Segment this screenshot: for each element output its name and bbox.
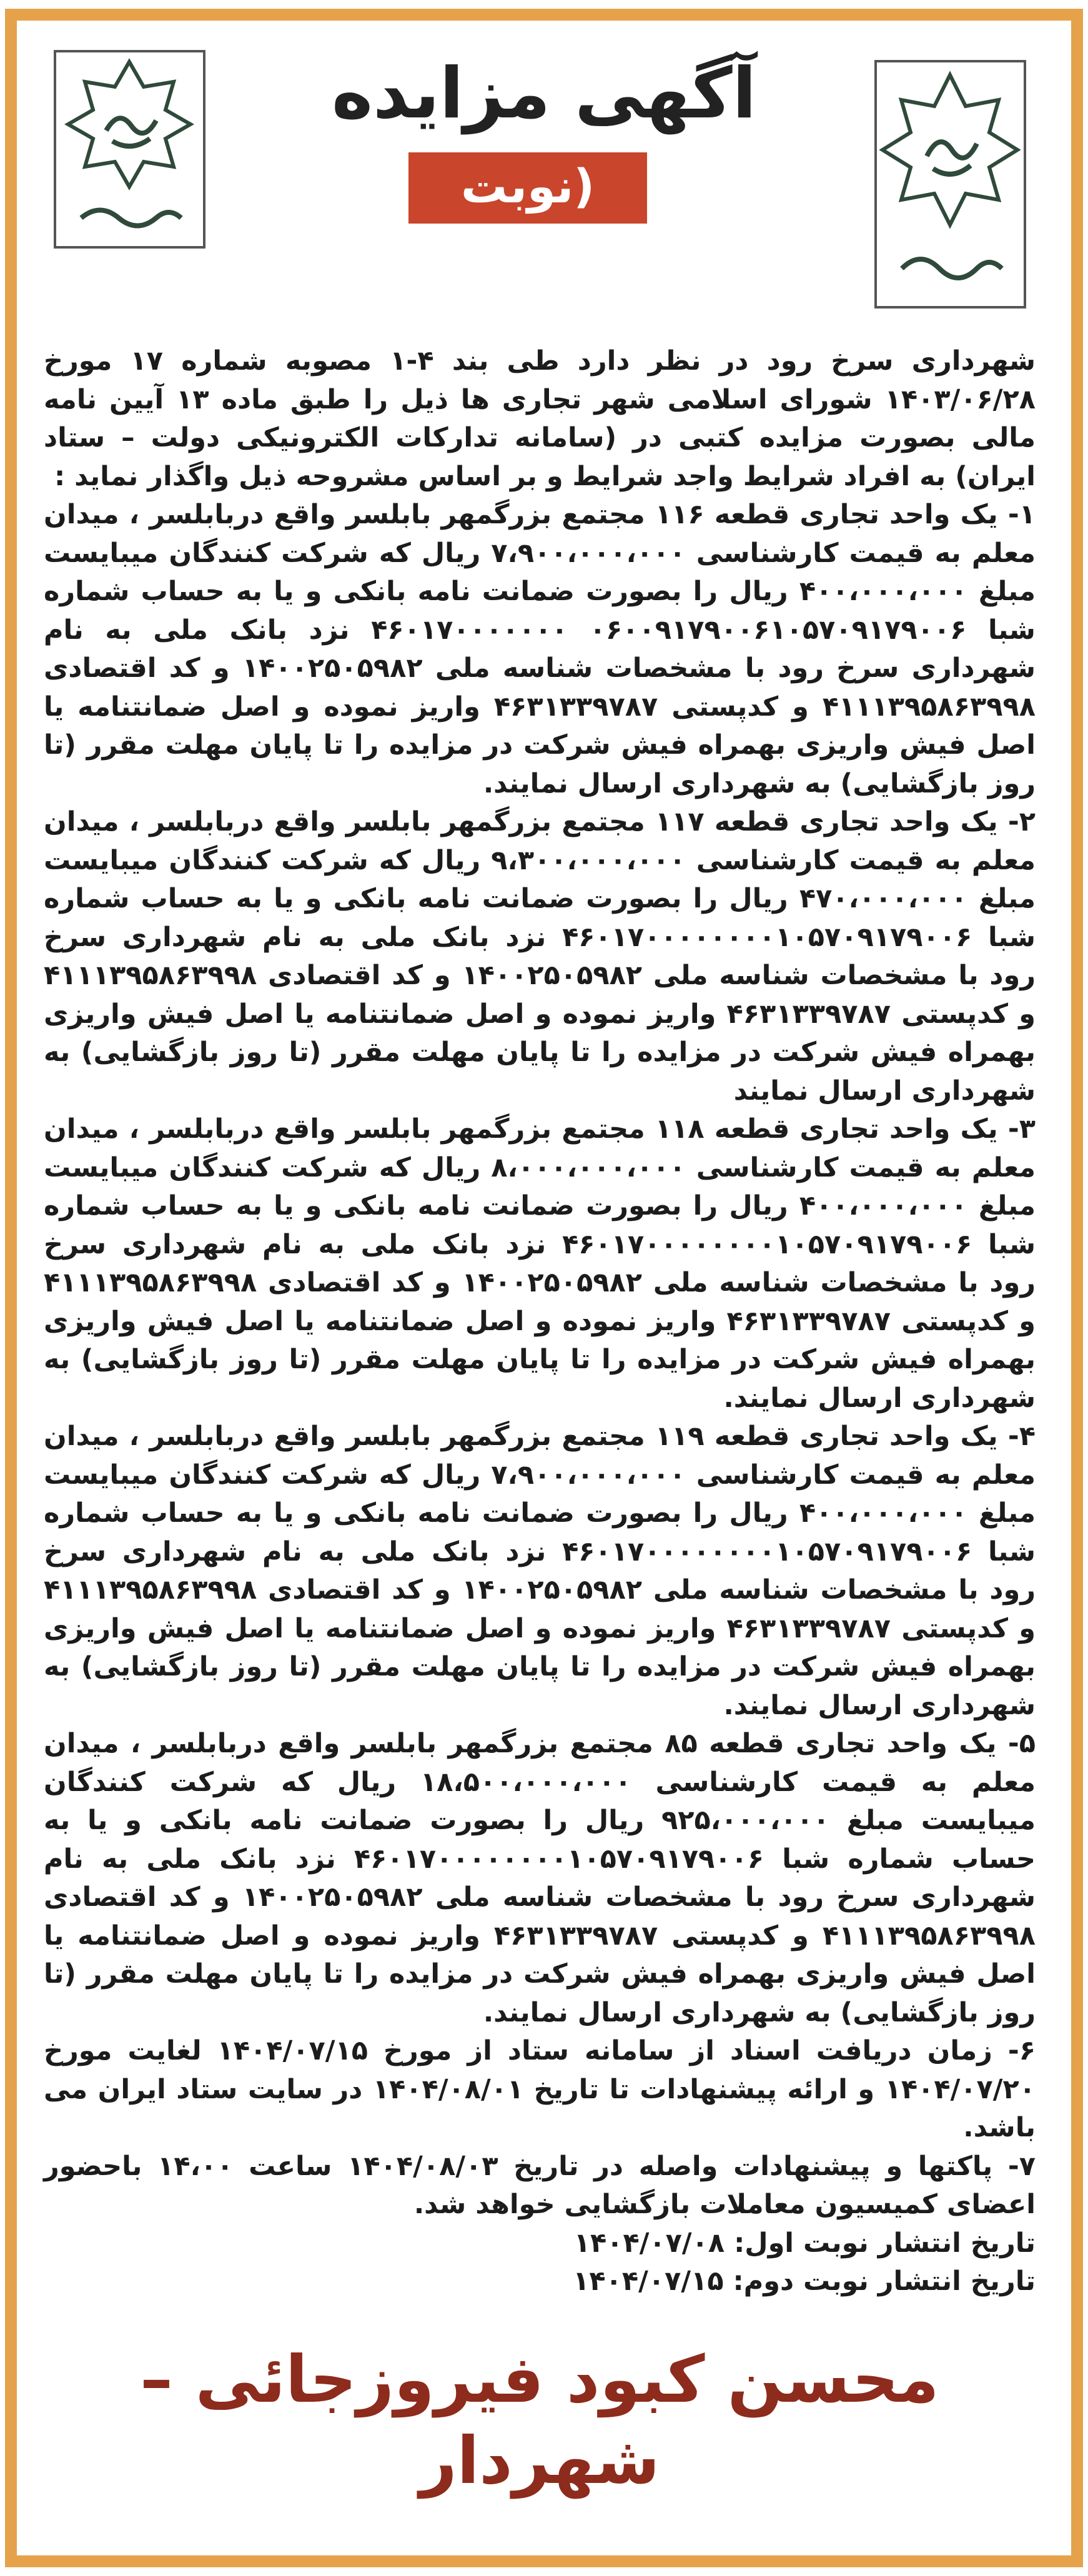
second-publication-date: تاریخ انتشار نوبت دوم: ۱۴۰۴/۰۷/۱۵ <box>573 2266 1036 2297</box>
list-item: ۲- یک واحد تجاری قطعه ۱۱۷ مجتمع بزرگمهر بابلسر واقع دربابلسر ، میدان معلم به قیمت کارشناسی ۹،۳۰۰،۰۰۰،۰۰۰ ریال که شرکت کنندگان میبایست مبلغ ۴۷۰،۰۰۰،۰۰۰ ریال را بصورت ضمانت نامه بانکی و یا به حساب شماره شبا ۴۶۰۱۷۰۰۰۰۰۰۰۰۱۰۵۷۰۹۱۷۹۰۰۶ نزد بانک ملی به نام شهرداری سرخ رود با مشخصات شناسه ملی ۱۴۰۰۲۵۰۵۹۸۲ و کد اقتصادی ۴۱۱۱۳۹۵۸۶۳۹۹۸ و کدپستی ۴۶۳۱۳۳۹۷۸۷ واریز نموده و اصل ضمانتنامه یا اصل فیش واریزی بهمراه فیش شرکت در مزایده را تا پایان مهلت مقرر (تا روز بازگشایی) به شهرداری ارسال نمایند <box>44 806 1036 1107</box>
list-item: ۴- یک واحد تجاری قطعه ۱۱۹ مجتمع بزرگمهر بابلسر واقع دربابلسر ، میدان معلم به قیمت کارشناسی ۷،۹۰۰،۰۰۰،۰۰۰ ریال که شرکت کنندگان میبایست مبلغ ۴۰۰،۰۰۰،۰۰۰ ریال را بصورت ضمانت نامه بانکی و یا به حساب شماره شبا ۴۶۰۱۷۰۰۰۰۰۰۰۰۱۰۵۷۰۹۱۷۹۰۰۶ نزد بانک ملی به نام شهرداری سرخ رود با مشخصات شناسه ملی ۱۴۰۰۲۵۰۵۹۸۲ و کد اقتصادی ۴۱۱۱۳۹۵۸۶۳۹۹۸ و کدپستی ۴۶۳۱۳۳۹۷۸۷ واریز نموده و اصل ضمانتنامه یا اصل فیش واریزی بهمراه فیش شرکت در مزایده را تا پایان مهلت مقرر (تا روز بازگشایی) به شهرداری ارسال نمایند. <box>44 1421 1036 1721</box>
list-item: ۱- یک واحد تجاری قطعه ۱۱۶ مجتمع بزرگمهر بابلسر واقع دربابلسر ، میدان معلم به قیمت کارشناسی ۷،۹۰۰،۰۰۰،۰۰۰ ریال که شرکت کنندگان میبایست مبلغ ۴۰۰،۰۰۰،۰۰۰ ریال را بصورت ضمانت نامه بانکی و یا به حساب شماره شبا ۰۶۰۰۹۱۷۹۰۰۶۱۰۵۷۰۹۱۷۹۰۰۶ ۴۶۰۱۷۰۰۰۰۰۰۰ نزد بانک ملی به نام شهرداری سرخ رود با مشخصات شناسه ملی ۱۴۰۰۲۵۰۵۹۸۲ و کد اقتصادی ۴۱۱۱۳۹۵۸۶۳۹۹۸ و کدپستی ۴۶۳۱۳۳۹۷۸۷ واریز نموده و اصل ضمانتنامه یا اصل فیش واریزی بهمراه فیش شرکت در مزایده را تا پایان مهلت مقرر (تا روز بازگشایی) به شهرداری ارسال نمایند. <box>44 499 1036 799</box>
notice-body <box>44 342 1036 2301</box>
list-item: ۳- یک واحد تجاری قطعه ۱۱۸ مجتمع بزرگمهر بابلسر واقع دربابلسر ، میدان معلم به قیمت کارشناسی ۸،۰۰۰،۰۰۰،۰۰۰ ریال که شرکت کنندگان میبایست مبلغ ۴۰۰،۰۰۰،۰۰۰ ریال را بصورت ضمانت نامه بانکی و یا به حساب شماره شبا ۴۶۰۱۷۰۰۰۰۰۰۰۰۱۰۵۷۰۹۱۷۹۰۰۶ نزد بانک ملی به نام شهرداری سرخ رود با مشخصات شناسه ملی ۱۴۰۰۲۵۰۵۹۸۲ و کد اقتصادی ۴۱۱۱۳۹۵۸۶۳۹۹۸ و کدپستی ۴۶۳۱۳۳۹۷۸۷ واریز نموده و اصل ضمانتنامه یا اصل فیش واریزی بهمراه فیش شرکت در مزایده را تا پایان مهلت مقرر (تا روز بازگشایی) به شهرداری ارسال نمایند. <box>44 1113 1036 1414</box>
list-item: ۵- یک واحد تجاری قطعه ۸۵ مجتمع بزرگمهر بابلسر واقع دربابلسر ، میدان معلم به قیمت کارشناسی ۱۸،۵۰۰،۰۰۰،۰۰۰ ریال که شرکت کنندگان میبایست مبلغ ۹۲۵،۰۰۰،۰۰۰ ریال را بصورت ضمانت نامه بانکی و یا به حساب شماره شبا ۴۶۰۱۷۰۰۰۰۰۰۰۰۱۰۵۷۰۹۱۷۹۰۰۶ نزد بانک ملی به نام شهرداری سرخ رود با مشخصات شناسه ملی ۱۴۰۰۲۵۰۵۹۸۲ و کد اقتصادی ۴۱۱۱۳۹۵۸۶۳۹۹۸ و کدپستی ۴۶۳۱۳۳۹۷۸۷ واریز نموده و اصل ضمانتنامه یا اصل فیش واریزی بهمراه فیش شرکت در مزایده را تا پایان مهلت مقرر (تا روز بازگشایی) به شهرداری ارسال نمایند. <box>44 1728 1036 2028</box>
mayor-signature: محسن کبود فیروزجائی – شهردار <box>140 2341 939 2499</box>
first-publication-date: تاریخ انتشار نوبت اول: ۱۴۰۴/۰۷/۰۸ <box>573 2227 1036 2259</box>
list-item: ۶- زمان دریافت اسناد از سامانه ستاد از مورخ ۱۴۰۴/۰۷/۱۵ لغایت مورخ ۱۴۰۴/۰۷/۲۰ و ارائه پیشنهادات تا تاریخ ۱۴۰۴/۰۸/۰۱ در سایت ستاد ایران می باشد. <box>44 2035 1036 2143</box>
round-badge: (نوبت اول) <box>408 152 647 224</box>
intro-paragraph: شهرداری سرخ رود در نظر دارد طی بند ۴-۱ مصوبه شماره ۱۷ مورخ ۱۴۰۳/۰۶/۲۸ شورای اسلامی شهر تجاری ها ذیل را طبق ماده ۱۳ آیین نامه مالی بصورت مزایده کتبی در (سامانه تدارکات الکترونیکی دولت – ستاد ایران) به افراد شرایط واجد شرایط و بر اساس مشروحه ذیل واگذار نماید : <box>44 345 1036 492</box>
list-item: ۷- پاکتها و پیشنهادات واصله در تاریخ ۱۴۰۴/۰۸/۰۳ ساعت ۱۴،۰۰ باحضور اعضای کمیسیون معاملات بازگشایی خواهد شد. <box>44 2150 1036 2220</box>
page-title: آگهی مزایده <box>331 53 757 134</box>
